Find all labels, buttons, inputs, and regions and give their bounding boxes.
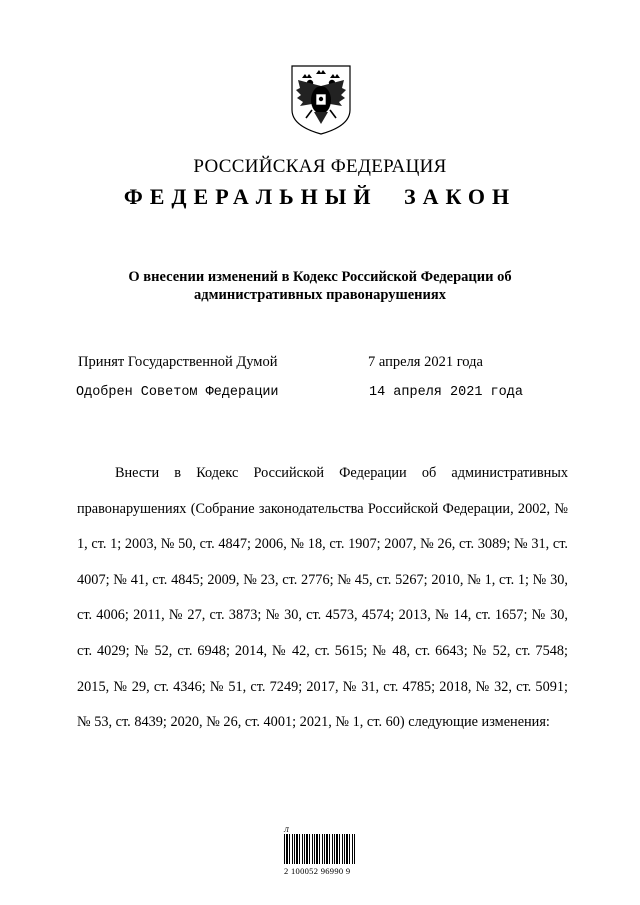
barcode-bars — [284, 834, 356, 864]
document-type: ФЕДЕРАЛЬНЫЙ ЗАКОН — [123, 184, 517, 209]
council-date: 14 апреля 2021 года — [369, 385, 523, 400]
barcode-number: 2 100052 96990 9 — [284, 866, 351, 876]
country-name: РОССИЙСКАЯ ФЕДЕРАЦИЯ — [193, 156, 447, 177]
duma-date: 7 апреля 2021 года — [368, 354, 483, 370]
body-paragraph: Внести в Кодекс Российской Федерации об административных правонарушениях (Собрание законодательства Российской Федерации, 2002, № 1, ст. 1; 2003, № 50, ст. 4847; 2006, № 18, ст. 1907; 2007, № 26, ст. 3089; № 31, ст. 4007; № 41, ст. 4845; 2009, № 23, ст. 2776; № 45, ст. 5267; 2010, № 1, ст. 1; № 30, ст. 4006; 2011, № 27, ст. 3873; № 30, ст. 4573, 4574; 2013, № 14, ст. 1657; № 30, ст. 4029; № 52, ст. 6948; 2014, № 42, ст. 5615; № 48, ст. 6643; № 52, ст. 7548; 2015, № 29, ст. 4346; № 51, ст. 7249; 2017, № 31, ст. 4785; 2018, № 32, ст. 5091; № 53, ст. 8439; 2020, № 26, ст. 4001; 2021, № 1, ст. 60) следующие изменения: — [77, 465, 568, 731]
barcode — [284, 826, 366, 878]
council-label: Одобрен Советом Федерации — [76, 385, 279, 400]
barcode-mark: Л — [284, 826, 289, 834]
law-title: О внесении изменений в Кодекс Российской Федерации об административных правонарушениях — [128, 269, 512, 303]
coat-of-arms-icon — [288, 64, 354, 136]
duma-label: Принят Государственной Думой — [78, 354, 278, 370]
